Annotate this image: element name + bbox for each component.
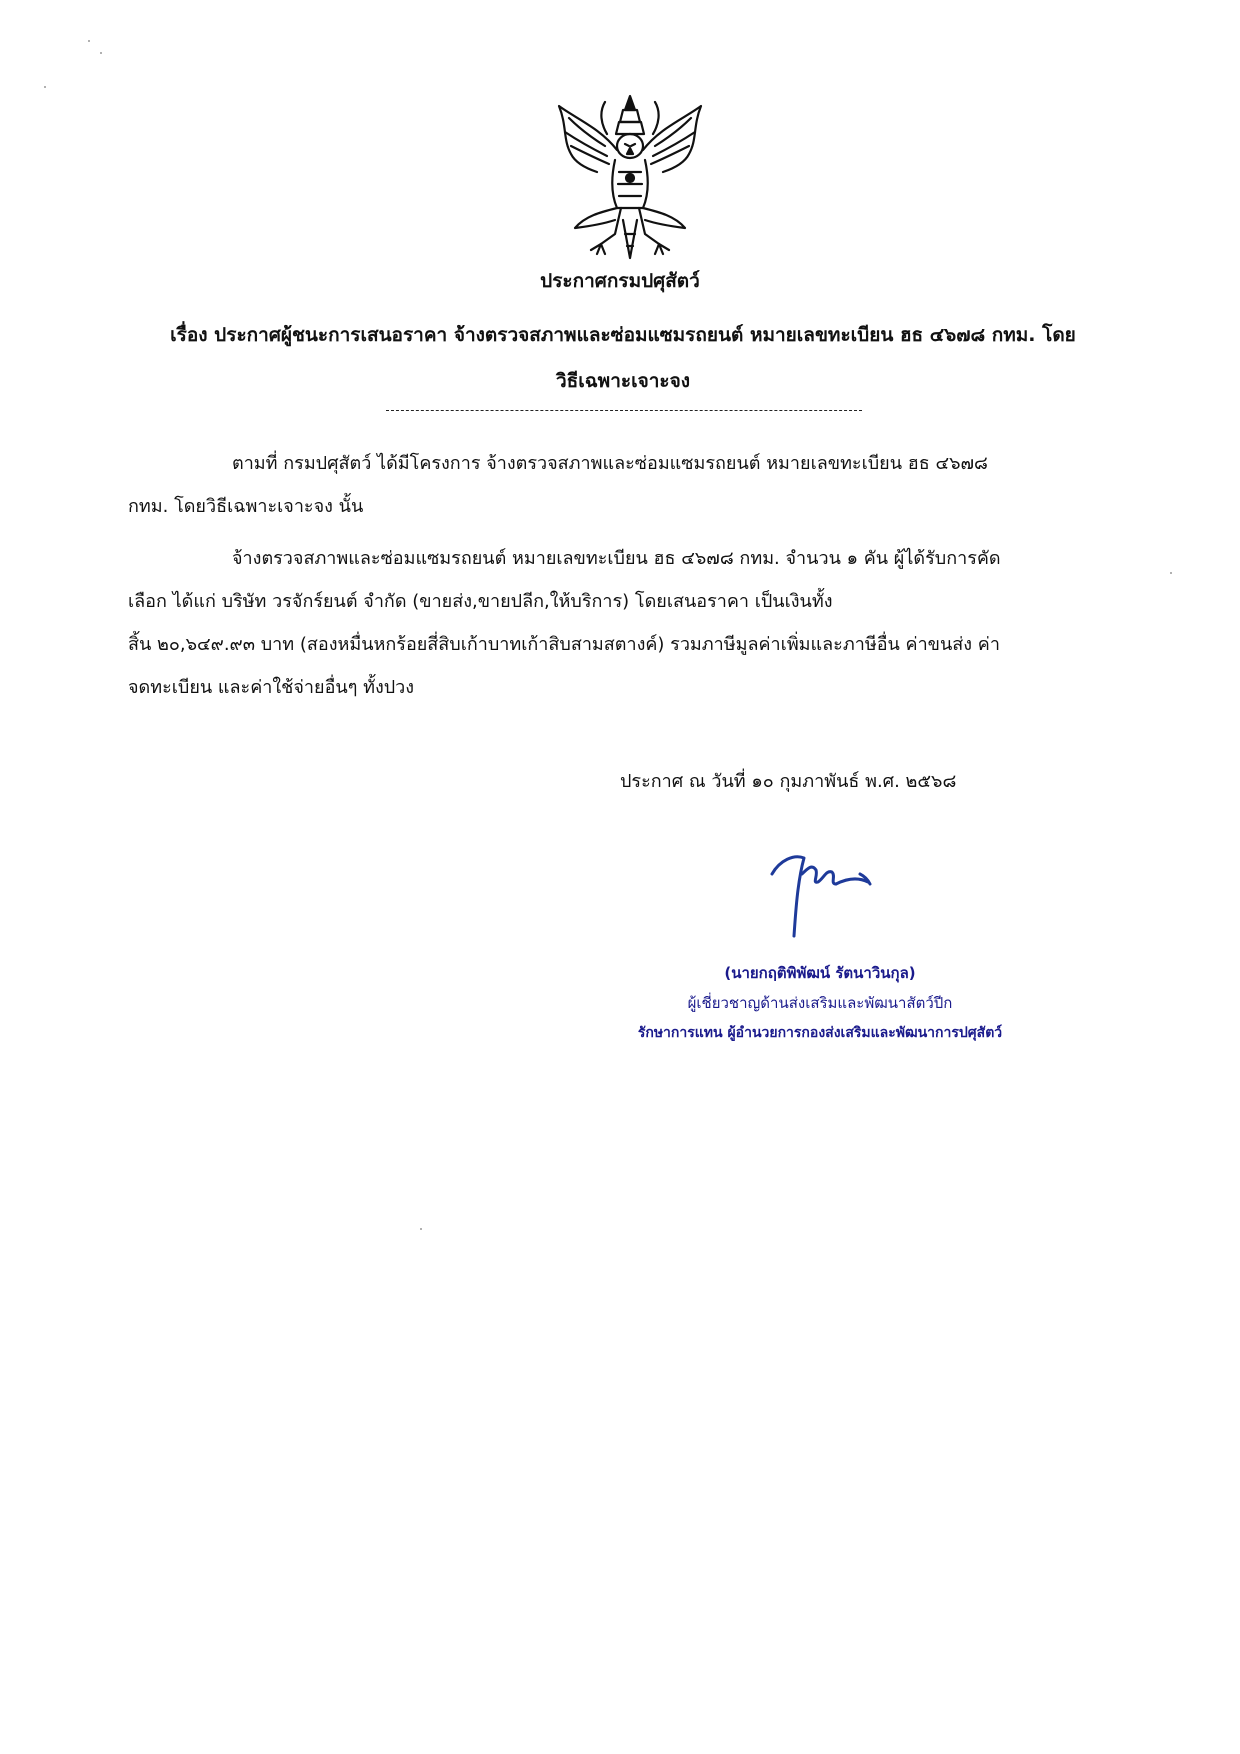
paragraph-line: กทม. โดยวิธีเฉพาะเจาะจง นั้น <box>128 496 364 517</box>
subject-line: วิธีเฉพาะเจาะจง <box>555 370 690 392</box>
signatory-block <box>560 958 1080 1048</box>
garuda-emblem-icon <box>545 88 715 266</box>
subject-heading <box>128 312 1118 404</box>
paragraph-line: จดทะเบียน และค่าใช้จ่ายอื่นๆ ทั้งปวง <box>128 677 415 698</box>
signatory-acting-title: รักษาการแทน ผู้อำนวยการกองส่งเสริมและพัฒนาการปศุสัตว์ <box>637 1025 1003 1041</box>
paragraph-line: จ้างตรวจสภาพและซ่อมแซมรถยนต์ หมายเลขทะเบียน ฮธ ๔๖๗๘ กทม. จำนวน ๑ คัน ผู้ได้รับการคัด <box>232 548 1001 569</box>
body-paragraph-1 <box>128 442 1118 528</box>
scan-speck <box>88 40 90 42</box>
handwritten-signature <box>764 840 884 940</box>
scan-speck <box>420 1228 422 1230</box>
signatory-name: (นายกฤติพิพัฒน์ รัตนาวินกุล) <box>724 964 916 982</box>
scan-speck <box>100 52 102 54</box>
signatory-title: ผู้เชี่ยวชาญด้านส่งเสริมและพัฒนาสัตว์ปีก <box>687 994 953 1012</box>
paragraph-line: เลือก ได้แก่ บริษัท วรจักร์ยนต์ จำกัด (ขายส่ง,ขายปลีก,ให้บริการ) โดยเสนอราคา เป็นเงินทั้ง <box>128 591 833 612</box>
scan-speck <box>44 86 46 88</box>
page-title: ประกาศกรมปศุสัตว์ <box>540 270 700 292</box>
separator-line <box>386 410 862 411</box>
body-paragraph-2 <box>128 537 1118 709</box>
announcement-date: ประกาศ ณ วันที่ ๑๐ กุมภาพันธ์ พ.ศ. ๒๕๖๘ <box>620 771 957 792</box>
paragraph-line: สิ้น ๒๐,๖๔๙.๙๓ บาท (สองหมื่นหกร้อยสี่สิบเก้าบาทเก้าสิบสามสตางค์) รวมภาษีมูลค่าเพิ่มและภาษีอื่น ค่าขนส่ง ค่า <box>128 634 1000 655</box>
paragraph-line: ตามที่ กรมปศุสัตว์ ได้มีโครงการ จ้างตรวจสภาพและซ่อมแซมรถยนต์ หมายเลขทะเบียน ฮธ ๔๖๗๘ <box>232 453 988 474</box>
scan-speck <box>1170 572 1172 574</box>
subject-line: เรื่อง ประกาศผู้ชนะการเสนอราคา จ้างตรวจสภาพและซ่อมแซมรถยนต์ หมายเลขทะเบียน ฮธ ๔๖๗๘ กทม. โดย <box>170 324 1076 346</box>
